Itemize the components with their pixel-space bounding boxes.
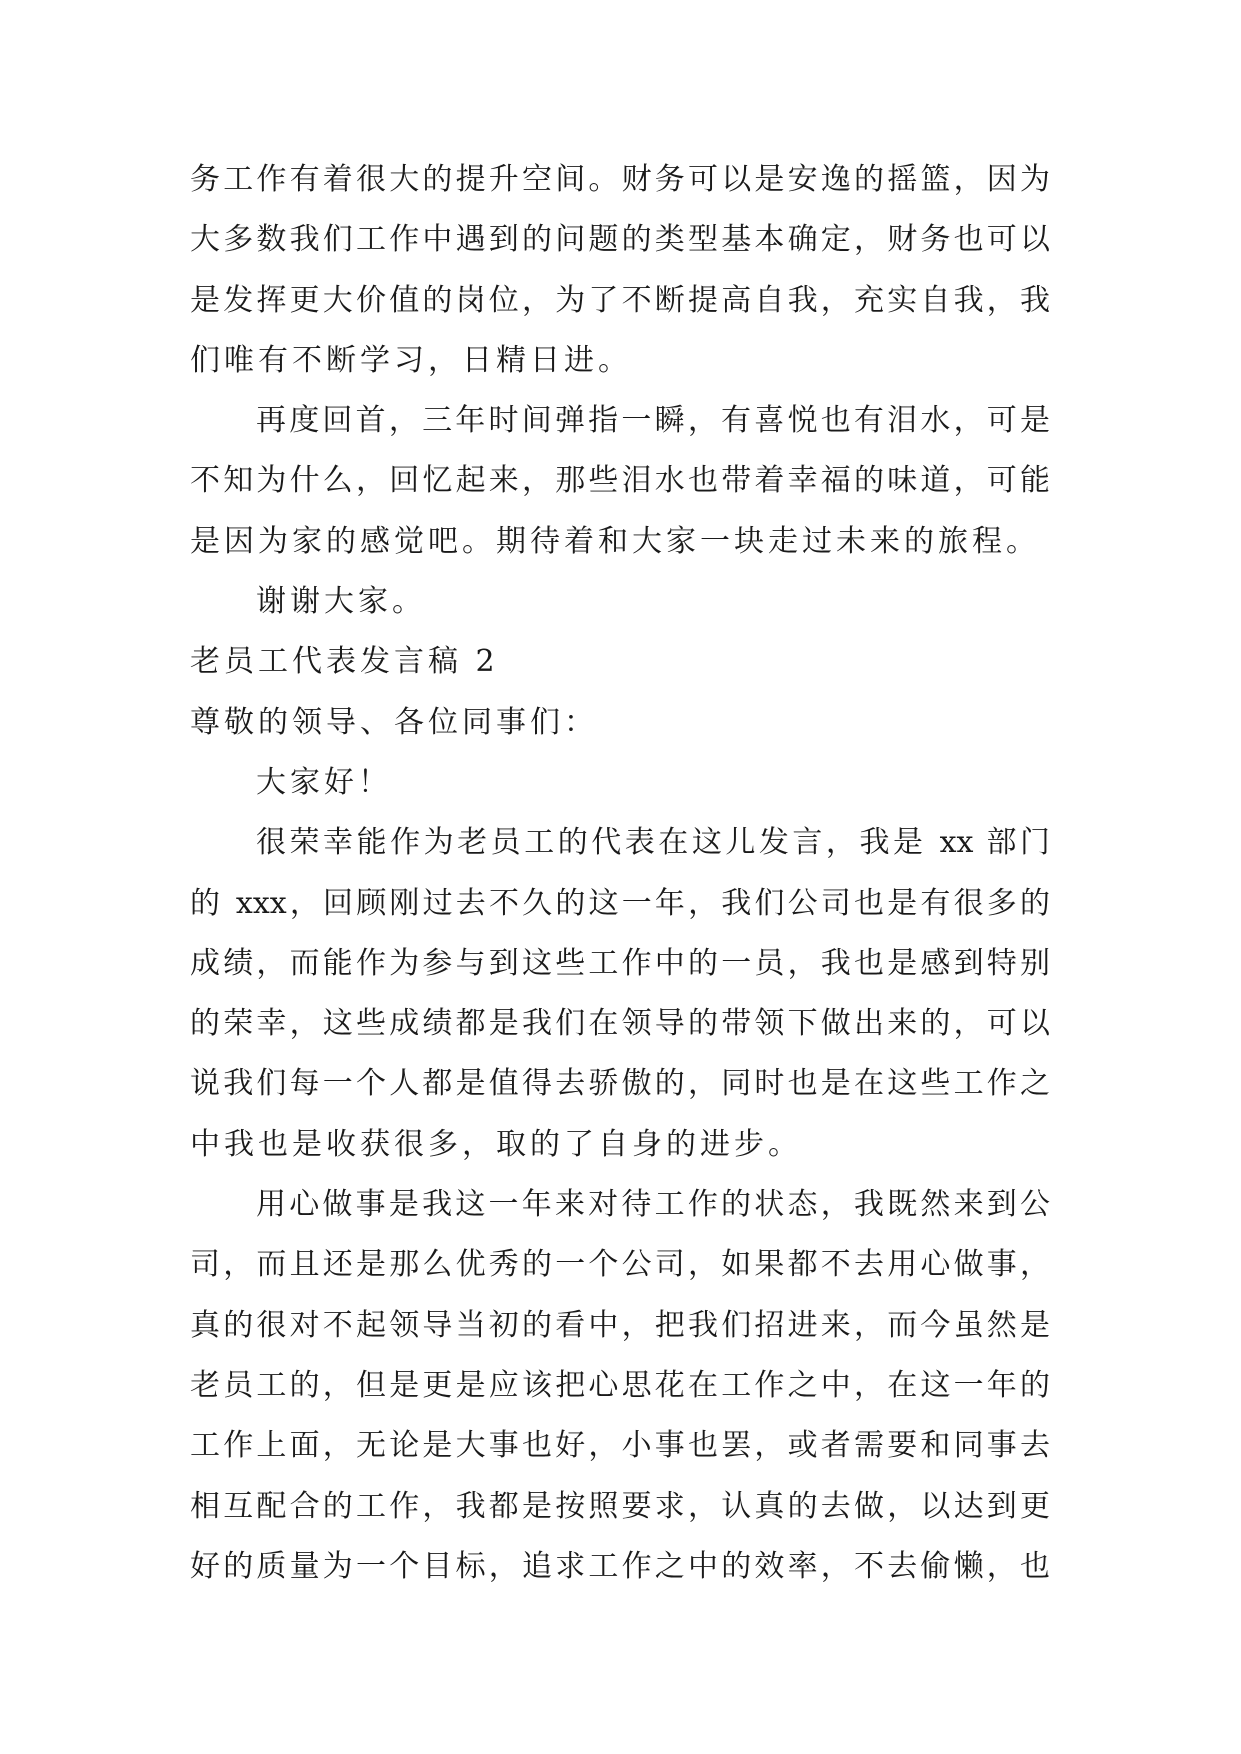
text-line: 相互配合的工作，我都是按照要求，认真的去做，以达到更: [190, 1488, 1050, 1524]
text-line: 中我也是收获很多，取的了自身的进步。: [190, 1126, 802, 1162]
text-line: 司，而且还是那么优秀的一个公司，如果都不去用心做事，: [190, 1247, 1050, 1283]
text-line: 谢谢大家。: [256, 584, 426, 620]
text-line: 大家好！: [256, 764, 392, 800]
text-line: 不知为什么，回忆起来，那些泪水也带着幸福的味道，可能: [190, 463, 1050, 499]
text-line: 们唯有不断学习，日精日进。: [190, 342, 632, 378]
text-line: 老员工的，但是更是应该把心思花在工作之中，在这一年的: [190, 1367, 1050, 1403]
text-line: 好的质量为一个目标，追求工作之中的效率，不去偷懒，也: [190, 1548, 1050, 1584]
text-line: 尊敬的领导、各位同事们：: [190, 704, 598, 740]
text-line: 是发挥更大价值的岗位，为了不断提高自我，充实自我，我: [190, 282, 1050, 318]
text-line: 大多数我们工作中遇到的问题的类型基本确定，财务也可以: [190, 222, 1050, 258]
text-line: 的 xxx，回顾刚过去不久的这一年，我们公司也是有很多的: [190, 885, 1050, 921]
text-line: 工作上面，无论是大事也好，小事也罢，或者需要和同事去: [190, 1428, 1050, 1464]
text-line: 说我们每一个人都是值得去骄傲的，同时也是在这些工作之: [190, 1066, 1050, 1102]
text-line: 很荣幸能作为老员工的代表在这儿发言，我是 xx 部门: [256, 825, 1050, 861]
text-line: 务工作有着很大的提升空间。财务可以是安逸的摇篮，因为: [190, 162, 1050, 197]
text-line: 的荣幸，这些成绩都是我们在领导的带领下做出来的，可以: [190, 1006, 1050, 1042]
text-line: 再度回首，三年时间弹指一瞬，有喜悦也有泪水，可是: [256, 403, 1050, 439]
document-body: [190, 150, 1050, 1597]
text-line: 成绩，而能作为参与到这些工作中的一员，我也是感到特别: [190, 945, 1050, 981]
text-line: 是因为家的感觉吧。期待着和大家一块走过未来的旅程。: [190, 523, 1040, 559]
text-line: 真的很对不起领导当初的看中，把我们招进来，而今虽然是: [190, 1307, 1050, 1343]
text-line: 用心做事是我这一年来对待工作的状态，我既然来到公: [256, 1187, 1050, 1223]
text-line: 老员工代表发言稿 2: [190, 644, 499, 680]
